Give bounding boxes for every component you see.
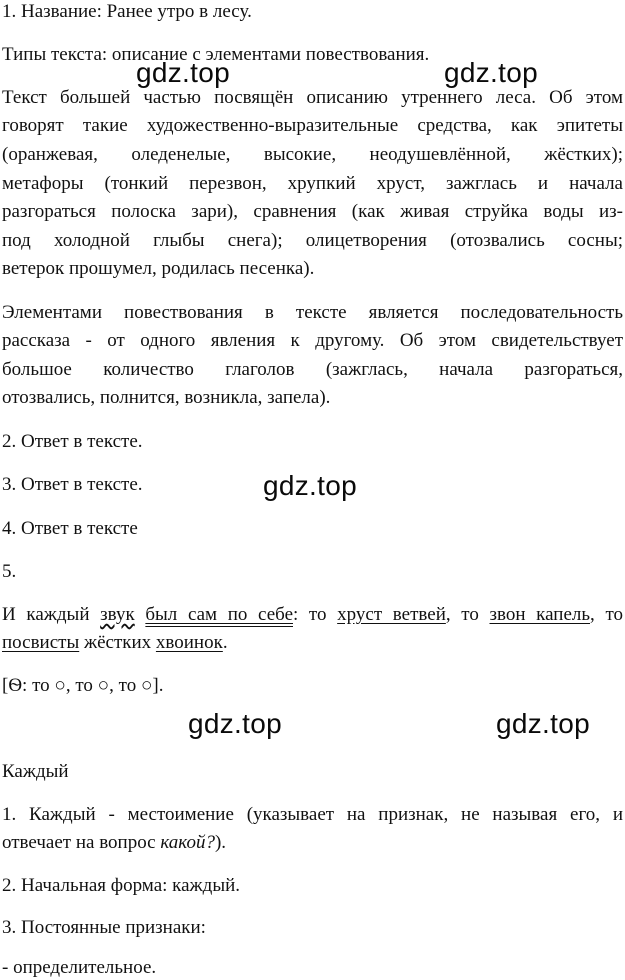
morph-line-1-cont [2,831,226,855]
watermark: gdz.top [496,708,590,739]
paragraph-1-line: (оранжевая, оледенелые, высокие, неодушевлённой, жёстких); [2,144,623,165]
watermark: gdz.top [188,708,282,739]
watermark: gdz.top [136,57,230,88]
morph-line-3: 3. Постоянные признаки: [2,917,206,938]
sentence-part: , то [590,604,623,625]
morph-question: какой? [160,832,215,853]
sentence-predicate: был сам по себе [145,604,293,625]
sentence-part: жёстких [79,632,156,653]
sentence-part: . [222,632,228,653]
paragraph-1-line: под холодной глыбы снега); олицетворения (отозвались сосны; [2,230,623,251]
sentence-part: И каждый [2,604,101,625]
answer-4-line: 4. Ответ в тексте [2,518,138,539]
sentence-subject: звон капель [489,604,591,625]
paragraph-2-line: рассказа - от одного явления к другому. Об этом свидетельствует [2,330,623,351]
morph-line-2: 2. Начальная форма: каждый. [2,875,241,896]
paragraph-2-line: отозвались, полнится, возникла, запела). [2,387,331,408]
sentence-part: , то [445,604,490,625]
word-heading: Каждый [2,761,69,782]
sentence-subject: хвоинок [155,632,223,653]
morph-line-1: 1. Каждый - местоимение (указывает на признак, не называя его, и [2,804,623,825]
parsed-sentence-line [2,603,623,627]
watermark: gdz.top [444,57,538,88]
sentence-part: : то [293,604,338,625]
paragraph-1-line: разгораться полоска зари), сравнения (как живая струйка воды из- [2,201,623,222]
paragraph-1-line: ветерок прошумел, родилась песенка). [2,258,315,279]
sentence-part [135,604,146,625]
watermark: gdz.top [263,470,357,501]
sentence-subject: звук [100,604,135,625]
parsed-sentence-line [2,631,228,655]
morph-text: отвечает на вопрос [2,832,161,853]
title-line: 1. Название: Ранее утро в лесу. [2,1,252,22]
sentence-subject: посвисты [2,632,80,653]
paragraph-1-line: метафоры (тонкий перезвон, хрупкий хруст, зажглась и начала [2,173,623,194]
morph-line-4: - определительное. [2,957,157,978]
paragraph-2-line: большое количество глаголов (зажглась, начала разгораться, [2,359,623,380]
text-type-line: Типы текста: описание с элементами повествования. [2,44,430,65]
paragraph-1-line: Текст большей частью посвящён описанию утреннего леса. Об этом [2,87,623,108]
answer-2-line: 2. Ответ в тексте. [2,431,143,452]
sentence-subject: хруст ветвей [337,604,446,625]
answer-5-line: 5. [2,561,17,582]
paragraph-2-line: Элементами повествования в тексте является последовательность [2,302,623,323]
morph-text: ). [214,832,227,853]
sentence-scheme: [Ѳ: то ○, то ○, то ○]. [2,675,164,696]
paragraph-1-line: говорят такие художественно-выразительные средства, как эпитеты [2,115,623,136]
answer-3-line: 3. Ответ в тексте. [2,474,143,495]
